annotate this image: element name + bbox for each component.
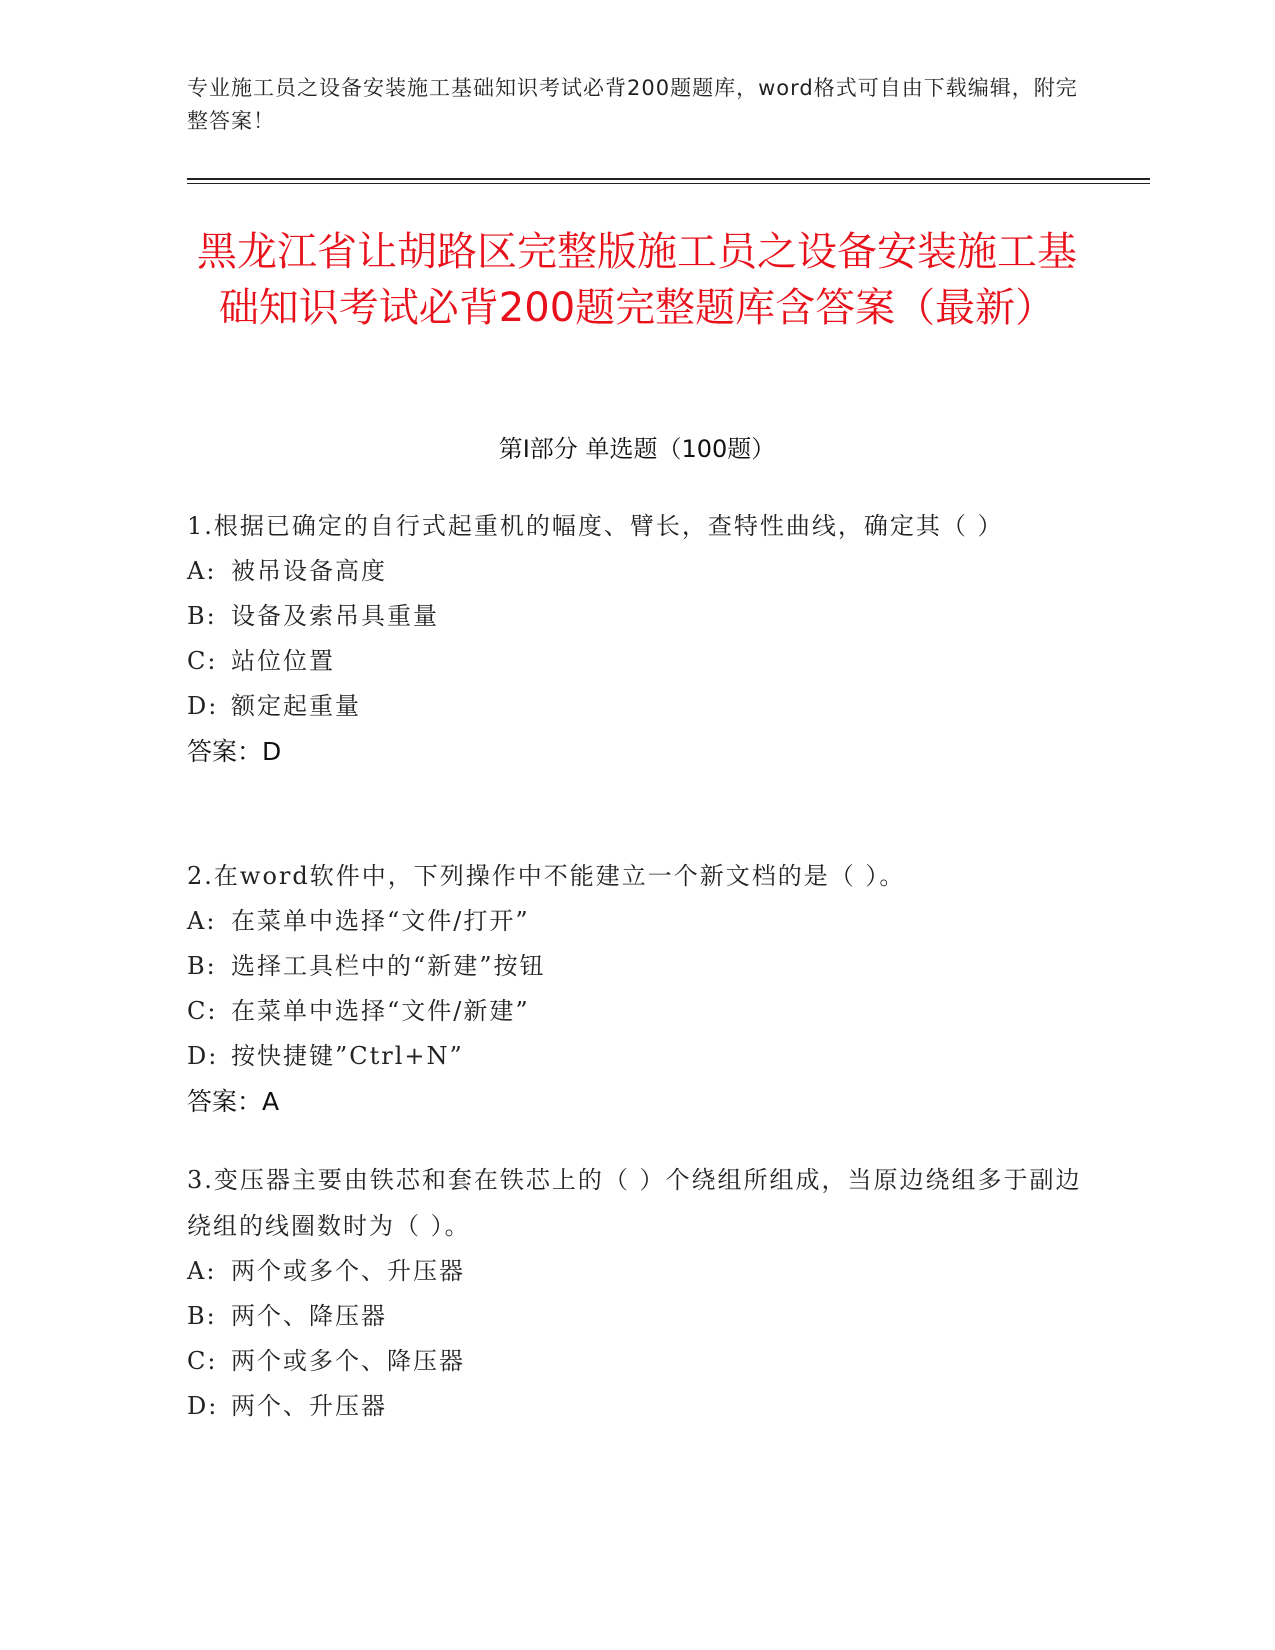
question-2 (187, 853, 1087, 1125)
option-c (187, 989, 1087, 1034)
option-a (187, 1249, 1087, 1294)
answer-line: 答案：D (187, 737, 282, 766)
option-text: 按快捷键”Ctrl+N” (231, 1042, 464, 1070)
option-b (187, 594, 1087, 639)
option-key: B: (187, 602, 217, 630)
option-d (187, 1384, 1087, 1429)
option-key: D: (187, 1392, 219, 1420)
header-divider-thick (187, 178, 1150, 180)
option-key: A: (187, 1257, 217, 1285)
header-note: 专业施工员之设备安装施工基础知识考试必背200题题库，word格式可自由下载编辑，附完整答案！ (187, 76, 1078, 133)
option-text: 选择工具栏中的“新建”按钮 (231, 952, 546, 980)
option-text: 在菜单中选择“文件/打开” (231, 907, 530, 935)
option-key: C: (187, 1347, 218, 1375)
question-stem: 1.根据已确定的自行式起重机的幅度、臂长，查特性曲线，确定其（ ） (187, 512, 1004, 540)
option-key: D: (187, 1042, 219, 1070)
option-text: 两个、降压器 (231, 1302, 387, 1330)
option-text: 在菜单中选择“文件/新建” (231, 997, 530, 1025)
option-key: B: (187, 1302, 217, 1330)
option-text: 设备及索吊具重量 (231, 602, 439, 630)
header-divider-thin (187, 183, 1150, 184)
option-key: A: (187, 907, 217, 935)
option-key: B: (187, 952, 217, 980)
option-a (187, 899, 1087, 944)
option-c (187, 639, 1087, 684)
option-a (187, 549, 1087, 594)
option-b (187, 944, 1087, 989)
option-key: C: (187, 647, 218, 675)
document-title: 黑龙江省让胡路区完整版施工员之设备安装施工基础知识考试必背200题完整题库含答案（最新） (197, 229, 1077, 331)
answer-line: 答案：A (187, 1087, 280, 1116)
option-text: 两个或多个、降压器 (231, 1347, 465, 1375)
option-key: D: (187, 692, 219, 720)
question-stem: 3.变压器主要由铁芯和套在铁芯上的（ ）个绕组所组成，当原边绕组多于副边绕组的线圈数时为（ ）。 (187, 1166, 1082, 1240)
option-text: 两个或多个、升压器 (231, 1257, 465, 1285)
option-text: 额定起重量 (231, 692, 361, 720)
option-c (187, 1339, 1087, 1384)
option-b (187, 1294, 1087, 1339)
option-key: C: (187, 997, 218, 1025)
question-stem: 2.在word软件中，下列操作中不能建立一个新文档的是（ ）。 (187, 862, 906, 890)
option-text: 被吊设备高度 (231, 557, 387, 585)
option-d (187, 684, 1087, 729)
option-text: 两个、升压器 (231, 1392, 387, 1420)
option-text: 站位位置 (231, 647, 335, 675)
question-1 (187, 503, 1087, 775)
option-d (187, 1034, 1087, 1079)
question-3 (187, 1157, 1087, 1429)
section-title: 第Ⅰ部分 单选题（100题） (498, 435, 776, 463)
option-key: A: (187, 557, 217, 585)
